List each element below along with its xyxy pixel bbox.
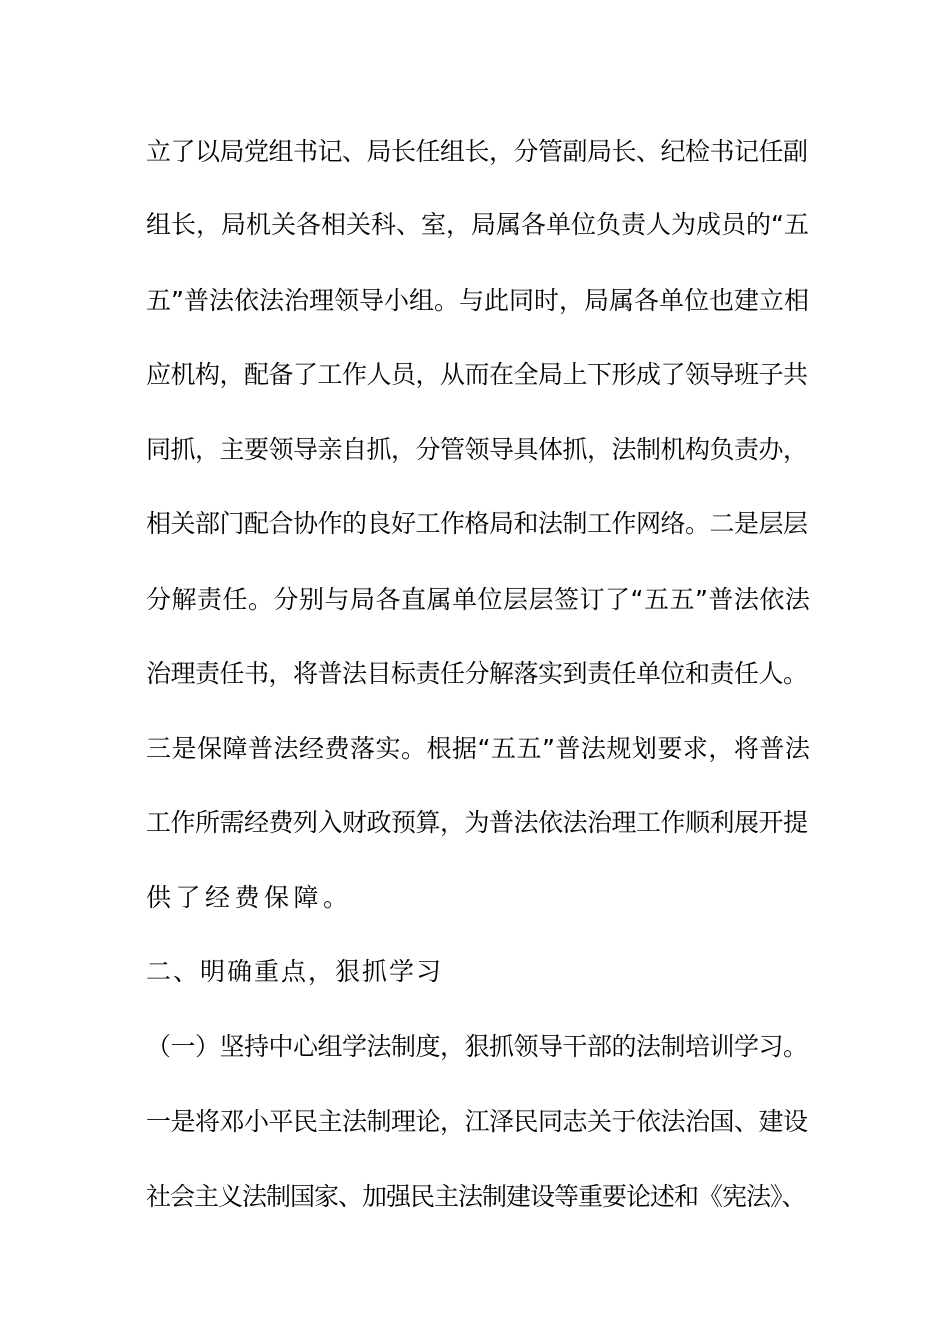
body-text-line: 相关部门配合协作的良好工作格局和法制工作网络。二是层层	[146, 509, 808, 538]
body-text-line: 应机构，配备了工作人员，从而在全局上下形成了领导班子共	[146, 360, 808, 389]
body-text-line: 供了经费保障。	[146, 883, 353, 912]
section-heading: 二、明确重点，狠抓学习	[146, 957, 444, 986]
body-text-line: 社会主义法制国家、加强民主法制建设等重要论述和《宪法》、	[146, 1182, 806, 1211]
subsection-heading: （一）坚持中心组学法制度，狠抓领导干部的法制培训学习。	[146, 1032, 808, 1061]
body-text-line: 立了以局党组书记、局长任组长，分管副局长、纪检书记任副	[146, 137, 808, 166]
body-text-line: 同抓，主要领导亲自抓，分管领导具体抓，法制机构负责办，	[146, 435, 808, 464]
body-text-line: 组长，局机关各相关科、室，局属各单位负责人为成员的“五	[146, 210, 809, 239]
body-text-line: 工作所需经费列入财政预算，为普法依法治理工作顺利展开提	[146, 808, 808, 837]
body-text-line: 分解责任。分别与局各直属单位层层签订了“五五”普法依法	[146, 585, 811, 614]
body-text-line: 治理责任书，将普法目标责任分解落实到责任单位和责任人。	[146, 659, 808, 688]
body-text-line: 一是将邓小平民主法制理论，江泽民同志关于依法治国、建设	[146, 1107, 808, 1136]
body-text-line: 五”普法依法治理领导小组。与此同时，局属各单位也建立相	[146, 286, 809, 315]
body-text-line: 三是保障普法经费落实。根据“五五”普法规划要求，将普法	[146, 734, 811, 763]
